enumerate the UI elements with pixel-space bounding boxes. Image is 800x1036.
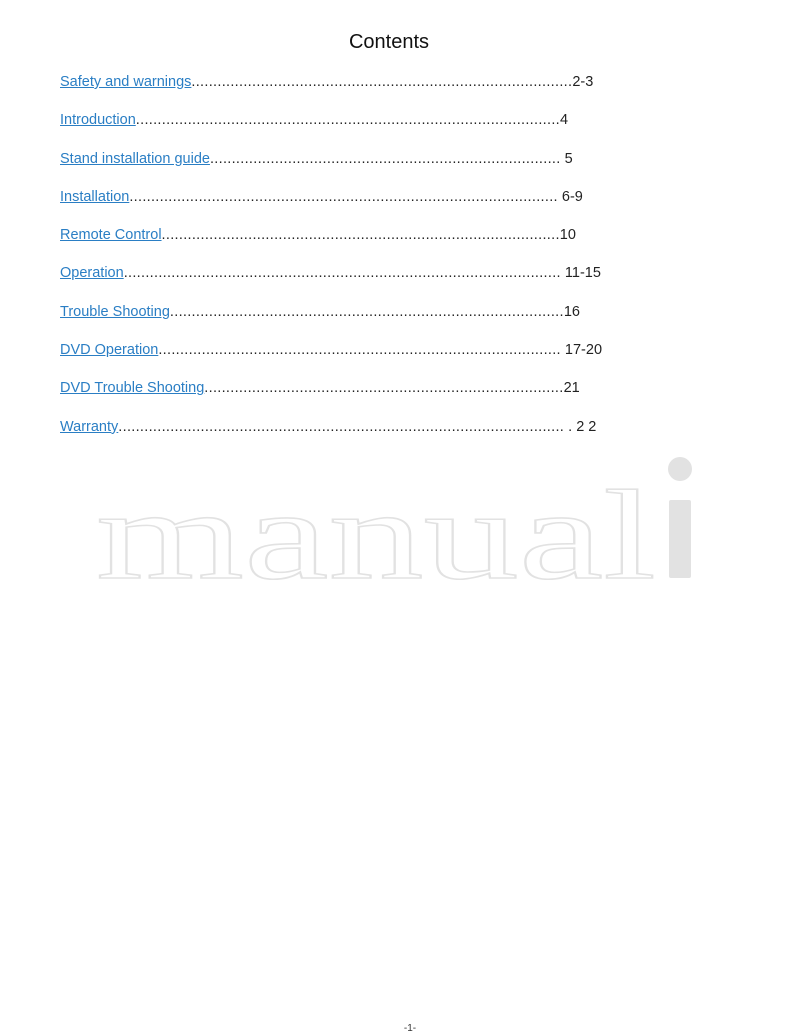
toc-leader-dots: ........................................................................................... (169, 303, 564, 320)
manuali-watermark-logo (96, 452, 706, 592)
toc-entry-stand-installation (60, 151, 620, 189)
toc-page-number: 6-9 (557, 188, 583, 205)
toc-page-number: 5 (560, 150, 573, 167)
page-number-footer: -1- (403, 1023, 417, 1034)
toc-leader-dots: ............................................................................................ (161, 227, 560, 244)
toc-leader-dots: ................................................................................... (204, 380, 564, 397)
toc-entry-trouble-shooting (60, 304, 620, 342)
toc-leader-dots: ....................................................................................................... (118, 418, 565, 435)
toc-link-dvd-trouble-shooting[interactable]: DVD Trouble Shooting (60, 380, 205, 397)
toc-leader-dots: ..................................................................................................... (123, 265, 561, 282)
toc-leader-dots: ................................................................................. (209, 150, 561, 167)
toc-entry-dvd-operation (60, 342, 620, 380)
toc-link-remote-control[interactable]: Remote Control (60, 227, 162, 244)
toc-link-trouble-shooting[interactable]: Trouble Shooting (60, 303, 170, 320)
toc-entry-safety (60, 74, 620, 112)
toc-page-number: 4 (559, 112, 569, 129)
toc-page-number: 21 (563, 380, 580, 397)
toc-link-stand-installation[interactable]: Stand installation guide (60, 150, 210, 167)
toc-leader-dots: ........................................................................................ (191, 74, 573, 90)
toc-entry-remote-control (60, 227, 620, 265)
toc-link-installation[interactable]: Installation (60, 188, 130, 205)
toc-page-number: 10 (559, 227, 576, 244)
toc-page-number: 16 (563, 303, 580, 320)
watermark-i-stem (669, 500, 691, 578)
toc-page-number: 17-20 (560, 342, 603, 359)
toc-link-warranty[interactable]: Warranty (60, 418, 119, 435)
toc-leader-dots: ................................................................................................... (129, 188, 558, 205)
table-of-contents (60, 74, 620, 457)
toc-link-operation[interactable]: Operation (60, 265, 124, 282)
toc-link-dvd-operation[interactable]: DVD Operation (60, 342, 159, 359)
toc-entry-introduction (60, 112, 620, 150)
toc-entry-dvd-trouble-shooting (60, 380, 620, 418)
page-title: Contents (348, 31, 430, 53)
toc-page-number: 11-15 (560, 265, 601, 282)
toc-link-introduction[interactable]: Introduction (60, 112, 136, 129)
toc-leader-dots: ............................................................................................. (158, 342, 561, 359)
toc-link-safety[interactable]: Safety and warnings (60, 74, 192, 90)
watermark-text: manual (96, 464, 656, 592)
toc-entry-installation (60, 189, 620, 227)
toc-entry-operation (60, 265, 620, 303)
watermark-i-dot (668, 457, 692, 481)
toc-page-number: 2-3 (572, 74, 594, 90)
toc-leader-dots: .................................................................................................. (135, 112, 560, 129)
toc-page-number: . 2 2 (564, 418, 597, 435)
